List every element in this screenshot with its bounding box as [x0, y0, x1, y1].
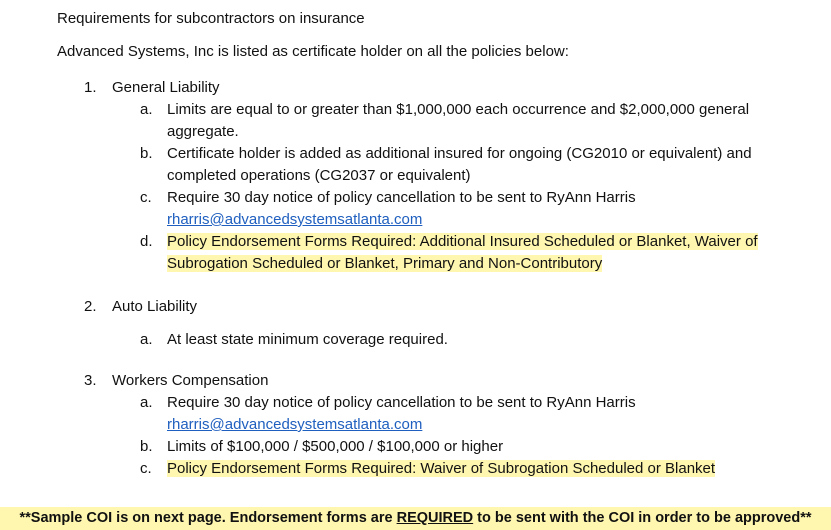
item-text: Require 30 day notice of policy cancellation to be sent to RyAnn Harris: [167, 394, 636, 411]
item-marker: a.: [140, 101, 153, 118]
email-link[interactable]: rharris@advancedsystemsatlanta.com: [167, 416, 423, 433]
footer-text-before: **Sample COI is on next page. Endorsement forms are: [19, 510, 397, 526]
intro-text: Advanced Systems, Inc is listed as certificate holder on all the policies below:: [57, 43, 569, 60]
item-text-highlighted: [167, 231, 758, 253]
highlighted-text: Subrogation Scheduled or Blanket, Primary and Non-Contributory: [167, 255, 603, 272]
item-text: aggregate.: [167, 123, 239, 140]
item-marker: b.: [140, 145, 153, 162]
section-heading-general-liability: General Liability: [112, 79, 220, 96]
section-heading-auto-liability: Auto Liability: [112, 298, 198, 315]
item-text: Require 30 day notice of policy cancellation to be sent to RyAnn Harris: [167, 189, 636, 206]
highlighted-text: Policy Endorsement Forms Required: Waiver of Subrogation Scheduled or Blanket: [167, 460, 716, 477]
item-text: Certificate holder is added as additional insured for ongoing (CG2010 or equivalent) and: [167, 145, 752, 162]
item-text-highlighted: [167, 253, 602, 275]
section-number: 3.: [84, 372, 97, 389]
email-link[interactable]: rharris@advancedsystemsatlanta.com: [167, 211, 423, 228]
section-number: 2.: [84, 298, 97, 315]
document-title: Requirements for subcontractors on insurance: [57, 10, 365, 27]
item-text: Limits of $100,000 / $500,000 / $100,000 or higher: [167, 438, 504, 455]
footer-required-emphasis: REQUIRED: [396, 510, 474, 526]
item-email-line: [167, 209, 422, 231]
item-marker: a.: [140, 394, 153, 411]
item-text-highlighted: [167, 458, 715, 480]
highlighted-text: Policy Endorsement Forms Required: Additional Insured Scheduled or Blanket, Waiver of: [167, 233, 758, 250]
section-number: 1.: [84, 79, 97, 96]
item-marker: c.: [140, 189, 152, 206]
item-text: Limits are equal to or greater than $1,000,000 each occurrence and $2,000,000 general: [167, 101, 750, 118]
item-text: At least state minimum coverage required.: [167, 331, 448, 348]
footer-text-after: to be sent with the COI in order to be approved**: [473, 510, 812, 526]
item-marker: d.: [140, 233, 153, 250]
item-marker: b.: [140, 438, 153, 455]
item-text: completed operations (CG2037 or equivalent): [167, 167, 471, 184]
item-marker: c.: [140, 460, 152, 477]
item-email-line: [167, 414, 422, 436]
item-marker: a.: [140, 331, 153, 348]
section-heading-workers-compensation: Workers Compensation: [112, 372, 269, 389]
footer-notice: [0, 507, 831, 530]
